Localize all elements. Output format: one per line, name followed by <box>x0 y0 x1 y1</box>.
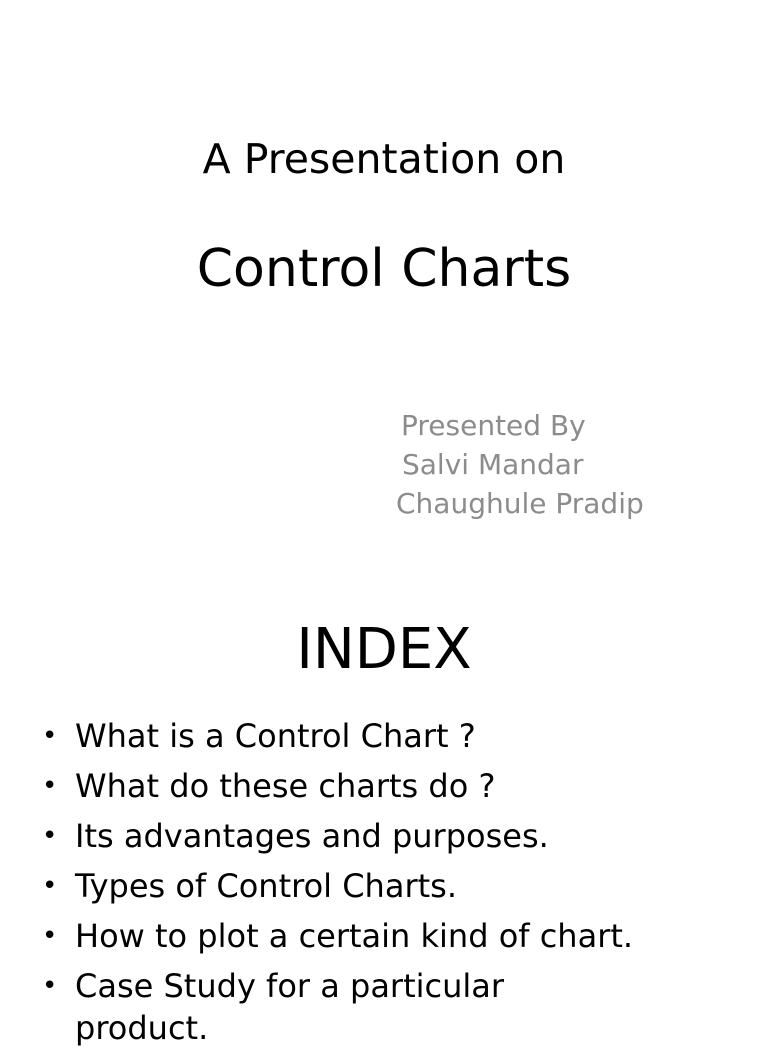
slide-title: Control Charts <box>196 239 572 299</box>
bullet-icon: • <box>42 871 58 901</box>
list-item-text: What is a Control Chart ? <box>75 717 476 755</box>
presenter-block <box>396 406 644 523</box>
list-item-text: How to plot a certain kind of chart. <box>75 917 634 955</box>
index-title: INDEX <box>296 617 472 682</box>
slide-pre-title: A Presentation on <box>202 135 566 183</box>
list-item-text: Types of Control Charts. <box>75 867 457 905</box>
list-item <box>0 961 768 1049</box>
list-item-text: Its advantages and purposes. <box>75 817 549 855</box>
bullet-icon: • <box>42 821 58 851</box>
index-slide <box>0 576 768 1047</box>
list-item-text: What do these charts do ? <box>75 767 496 805</box>
list-item-text: Case Study for a particular product. <box>75 967 505 1047</box>
presenter-name: Salvi Mandar <box>402 448 584 481</box>
bullet-icon: • <box>42 921 58 951</box>
list-item <box>0 811 768 861</box>
list-item <box>0 861 768 911</box>
bullet-icon: • <box>42 971 58 1001</box>
list-item <box>0 761 768 811</box>
bullet-icon: • <box>42 771 58 801</box>
bullet-icon: • <box>42 721 58 751</box>
list-item <box>0 711 768 761</box>
index-list <box>0 711 768 1049</box>
presenter-name: Chaughule Pradip <box>396 487 644 520</box>
list-item <box>0 911 768 961</box>
presented-by-label: Presented By <box>401 409 586 442</box>
